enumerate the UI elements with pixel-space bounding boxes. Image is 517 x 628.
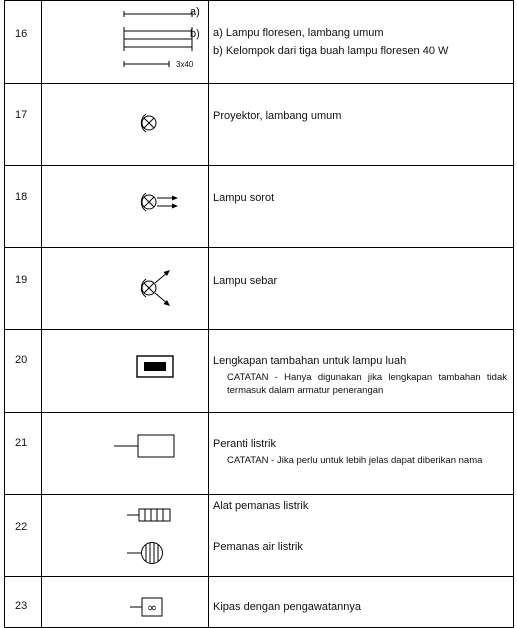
description-cell [209, 166, 514, 248]
table-row [5, 495, 514, 577]
description-cell [209, 248, 514, 330]
symbol-cell [42, 330, 209, 413]
note-text: CATATAN - Hanya digunakan jika lengkapan tambahan tidak termasuk dalam armatur penerangan [227, 371, 507, 396]
fluorescent-lamp-symbol [42, 1, 208, 84]
heater-symbols [42, 495, 208, 577]
electric-heater-icon [127, 509, 170, 521]
table-row [5, 1, 514, 84]
description-cell [209, 495, 514, 577]
projector-icon [42, 84, 208, 166]
description-line: b) Kelompok dari tiga buah lampu floresen 40 W [213, 44, 449, 57]
row-number: 18 [15, 191, 28, 203]
water-heater-icon [127, 543, 163, 564]
description-line: Lampu sorot [213, 192, 275, 204]
label-a: a) [190, 6, 200, 18]
row-number: 23 [15, 600, 28, 612]
description-line: Kipas dengan pengawatannya [213, 601, 362, 613]
row-number-cell [5, 413, 42, 495]
row-number-cell [5, 495, 42, 577]
description-line: Lengkapan tambahan untuk lampu luah [213, 355, 407, 367]
symbol-cell [42, 84, 209, 166]
description-cell [209, 413, 514, 495]
spotlight-icon [42, 166, 208, 248]
description-line: Pemanas air listrik [213, 540, 303, 553]
row-number-cell [5, 84, 42, 166]
symbol-cell [42, 1, 209, 84]
symbol-cell [42, 495, 209, 577]
row-number-cell [5, 1, 42, 84]
row-number-cell [5, 577, 42, 628]
symbol-cell [42, 248, 209, 330]
symbol-cell [42, 577, 209, 628]
electrical-appliance-symbol [42, 413, 208, 495]
row-number-cell [5, 166, 42, 248]
note-text: CATATAN - Jika perlu untuk lebih jelas dapat diberikan nama [227, 454, 483, 466]
description-line: Lampu sebar [213, 275, 278, 287]
row-number: 19 [15, 274, 28, 286]
symbol-table [4, 0, 514, 628]
description-line: Proyektor, lambang umum [213, 110, 342, 122]
fan-icon [42, 577, 208, 628]
svg-text:∞: ∞ [147, 600, 157, 615]
description-cell [209, 330, 514, 413]
row-number-cell [5, 330, 42, 413]
floodlight-icon [42, 248, 208, 330]
description-cell [209, 84, 514, 166]
row-number: 16 [15, 28, 28, 40]
description-line: a) Lampu floresen, lambang umum [213, 27, 384, 39]
row-number: 20 [15, 354, 28, 366]
table-row [5, 577, 514, 628]
row-number: 17 [15, 109, 28, 121]
table-row [5, 248, 514, 330]
symbol-cell [42, 166, 209, 248]
description-cell [209, 577, 514, 628]
description-line: Alat pemanas listrik [213, 500, 309, 512]
symbol-cell [42, 413, 209, 495]
description-line: Peranti listrik [213, 438, 276, 450]
table-row [5, 166, 514, 248]
row-number-cell [5, 248, 42, 330]
table-row [5, 330, 514, 413]
label-b: b) [190, 28, 200, 40]
row-number: 21 [15, 437, 28, 449]
table-row [5, 413, 514, 495]
ballast-symbol [42, 330, 208, 413]
row-number: 22 [15, 521, 28, 533]
multiplier-label: 3x40 [176, 60, 194, 69]
description-cell [209, 1, 514, 84]
table-row [5, 84, 514, 166]
